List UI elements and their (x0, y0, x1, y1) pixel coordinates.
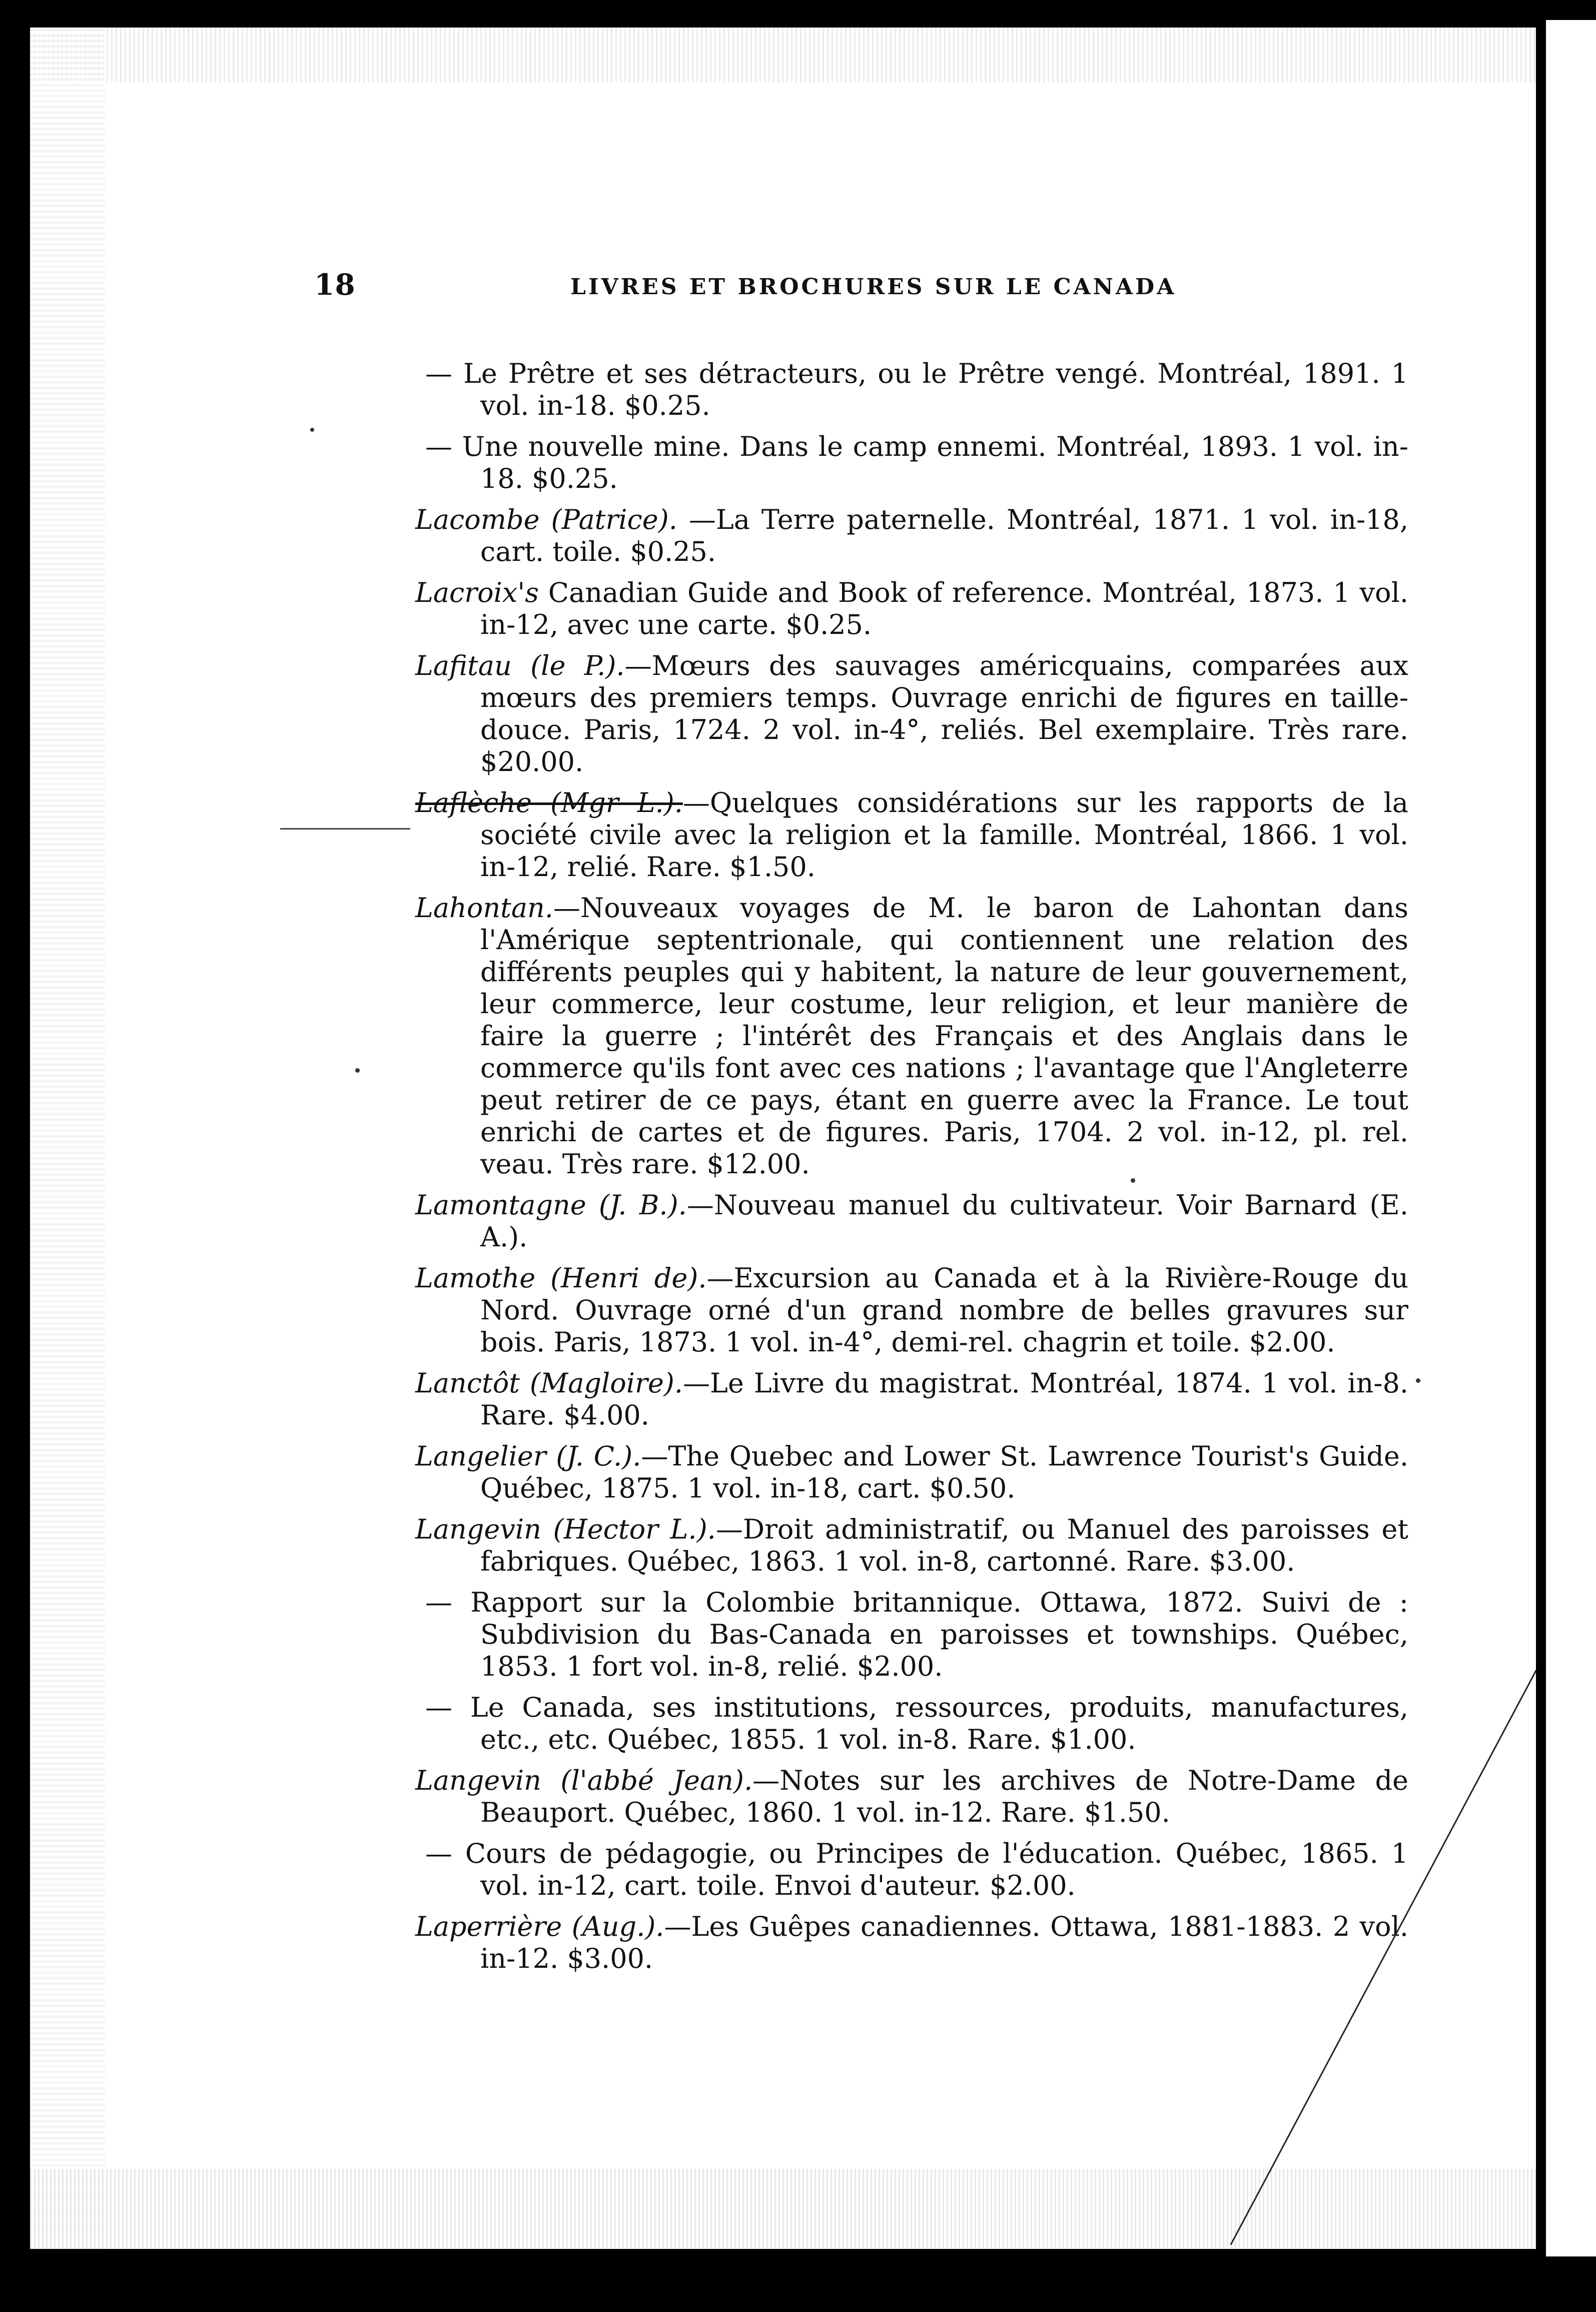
entry-text: —Nouveau manuel du cultivateur. Voir Barnard (E. A.). (480, 1189, 1408, 1253)
entry-author: Laperrière (Aug.). (415, 1911, 664, 1942)
adjacent-page-edge (1546, 20, 1596, 2256)
entry-text: —Droit administratif, ou Manuel des paroisses et fabriques. Québec, 1863. 1 vol. in-8, cartonné. Rare. $3.00. (480, 1513, 1408, 1577)
catalogue-entry (415, 504, 1408, 568)
entry-text: Canadian Guide and Book of reference. Montréal, 1873. 1 vol. in-12, avec une carte. $0.25. (480, 577, 1408, 640)
entry-text: —Notes sur les archives de Notre-Dame de Beauport. Québec, 1860. 1 vol. in-12. Rare. $1.50. (480, 1765, 1408, 1828)
catalogue-entry (415, 1440, 1408, 1504)
entry-author: Lafitau (le P.). (415, 650, 625, 681)
entry-text: Cours de pédagogie, ou Principes de l'éducation. Québec, 1865. 1 vol. in-12, cart. toile. Envoi d'auteur. $2.00. (465, 1838, 1408, 1901)
catalogue-entry (415, 1587, 1408, 1683)
catalogue-entry (415, 1262, 1408, 1358)
scan-speck (355, 1068, 360, 1073)
scan-speck (310, 428, 314, 432)
entry-author: Langevin (l'abbé Jean). (415, 1765, 753, 1796)
entry-text: Le Canada, ses institutions, ressources, produits, manufactures, etc., etc. Québec, 1855. 1 vol. in-8. Rare. $1.00. (470, 1692, 1408, 1755)
catalogue-entry (415, 358, 1408, 422)
entry-text: Une nouvelle mine. Dans le camp ennemi. Montréal, 1893. 1 vol. in-18. $0.25. (462, 431, 1408, 494)
entry-text: Rapport sur la Colombie britannique. Ottawa, 1872. Suivi de : Subdivision du Bas-Canada en paroisses et townships. Québec, 1853. 1 fort vol. in-8, relié. $2.00. (470, 1587, 1408, 1682)
entry-dash: — (425, 431, 452, 462)
entry-author: Langevin (Hector L.). (415, 1513, 716, 1545)
scan-speck (1416, 1378, 1420, 1383)
catalogue-entry (415, 577, 1408, 641)
entry-text: —Mœurs des sauvages américquains, comparées aux mœurs des premiers temps. Ouvrage enrichi de figures en taille-douce. Paris, 1724. 2 vol. in-4°, reliés. Bel exemplaire. Très rare. $20.00. (480, 650, 1408, 778)
scanned-page (30, 28, 1536, 2249)
entry-text: —The Quebec and Lower St. Lawrence Tourist's Guide. Québec, 1875. 1 vol. in-18, cart. $0.50. (480, 1440, 1408, 1504)
entry-text: —Excursion au Canada et à la Rivière-Rouge du Nord. Ouvrage orné d'un grand nombre de belles gravures sur bois. Paris, 1873. 1 vol. in-4°, demi-rel. chagrin et toile. $2.00. (480, 1262, 1408, 1358)
catalogue-entry (415, 1367, 1408, 1431)
scan-noise-left (30, 28, 105, 2249)
page-number: 18 (314, 268, 356, 302)
entry-author: Lamontagne (J. B.). (415, 1189, 687, 1221)
catalogue-entries (415, 358, 1408, 1984)
running-title: LIVRES ET BROCHURES SUR LE CANADA (570, 274, 1177, 300)
catalogue-entry (415, 1189, 1408, 1253)
entry-dash: — (425, 358, 452, 389)
entry-text: —Quelques considérations sur les rapports de la société civile avec la religion et la famille. Montréal, 1866. 1 vol. in-12, relié. Rare. $1.50. (480, 787, 1408, 883)
entry-text: —Nouveaux voyages de M. le baron de Lahontan dans l'Amérique septentrionale, qui contiennent une relation des différents peuples qui y habitent, la nature de leur gouvernement, leur commerce, leur costume, leur religion, et leur manière de faire la guerre ; l'intérêt des Français et des Anglais dans le commerce qu'ils font avec ces nations ; l'avantage que l'Angleterre peut retirer de ce pays, étant en guerre avec la France. Le tout enrichi de cartes et de figures. Paris, 1704. 2 vol. in-12, pl. rel. veau. Très rare. $12.00. (480, 892, 1408, 1180)
pencil-mark (280, 828, 410, 830)
scan-speck (1131, 1178, 1135, 1183)
entry-dash: — (425, 1692, 452, 1723)
scan-noise-bottom (30, 2169, 1536, 2249)
entry-text: —Le Livre du magistrat. Montréal, 1874. 1 vol. in-8. Rare. $4.00. (480, 1367, 1409, 1431)
scan-noise-top (30, 28, 1536, 83)
catalogue-entry (415, 1765, 1408, 1829)
entry-text: —La Terre paternelle. Montréal, 1871. 1 vol. in-18, cart. toile. $0.25. (480, 504, 1408, 567)
catalogue-entry (415, 892, 1408, 1180)
catalogue-entry (415, 1838, 1408, 1902)
catalogue-entry (415, 650, 1408, 778)
entry-text: —Les Guêpes canadiennes. Ottawa, 1881-1883. 2 vol. in-12. $3.00. (480, 1911, 1408, 1974)
entry-dash: — (425, 1587, 452, 1618)
catalogue-entry (415, 431, 1408, 495)
catalogue-entry (415, 1692, 1408, 1756)
catalogue-entry (415, 1911, 1408, 1975)
entry-dash: — (425, 1838, 452, 1869)
entry-author: Lacroix's (415, 577, 539, 608)
entry-author: Lamothe (Henri de). (415, 1262, 707, 1294)
entry-author: Lanctôt (Magloire). (415, 1367, 683, 1399)
entry-author: Langelier (J. C.). (415, 1440, 641, 1472)
entry-author: Laflèche (Mgr L.). (415, 787, 683, 819)
catalogue-entry (415, 787, 1408, 883)
catalogue-entry (415, 1513, 1408, 1578)
entry-author: Lacombe (Patrice). (415, 504, 677, 535)
entry-author: Lahontan. (415, 892, 553, 924)
entry-text: Le Prêtre et ses détracteurs, ou le Prêtre vengé. Montréal, 1891. 1 vol. in-18. $0.25. (463, 358, 1408, 421)
